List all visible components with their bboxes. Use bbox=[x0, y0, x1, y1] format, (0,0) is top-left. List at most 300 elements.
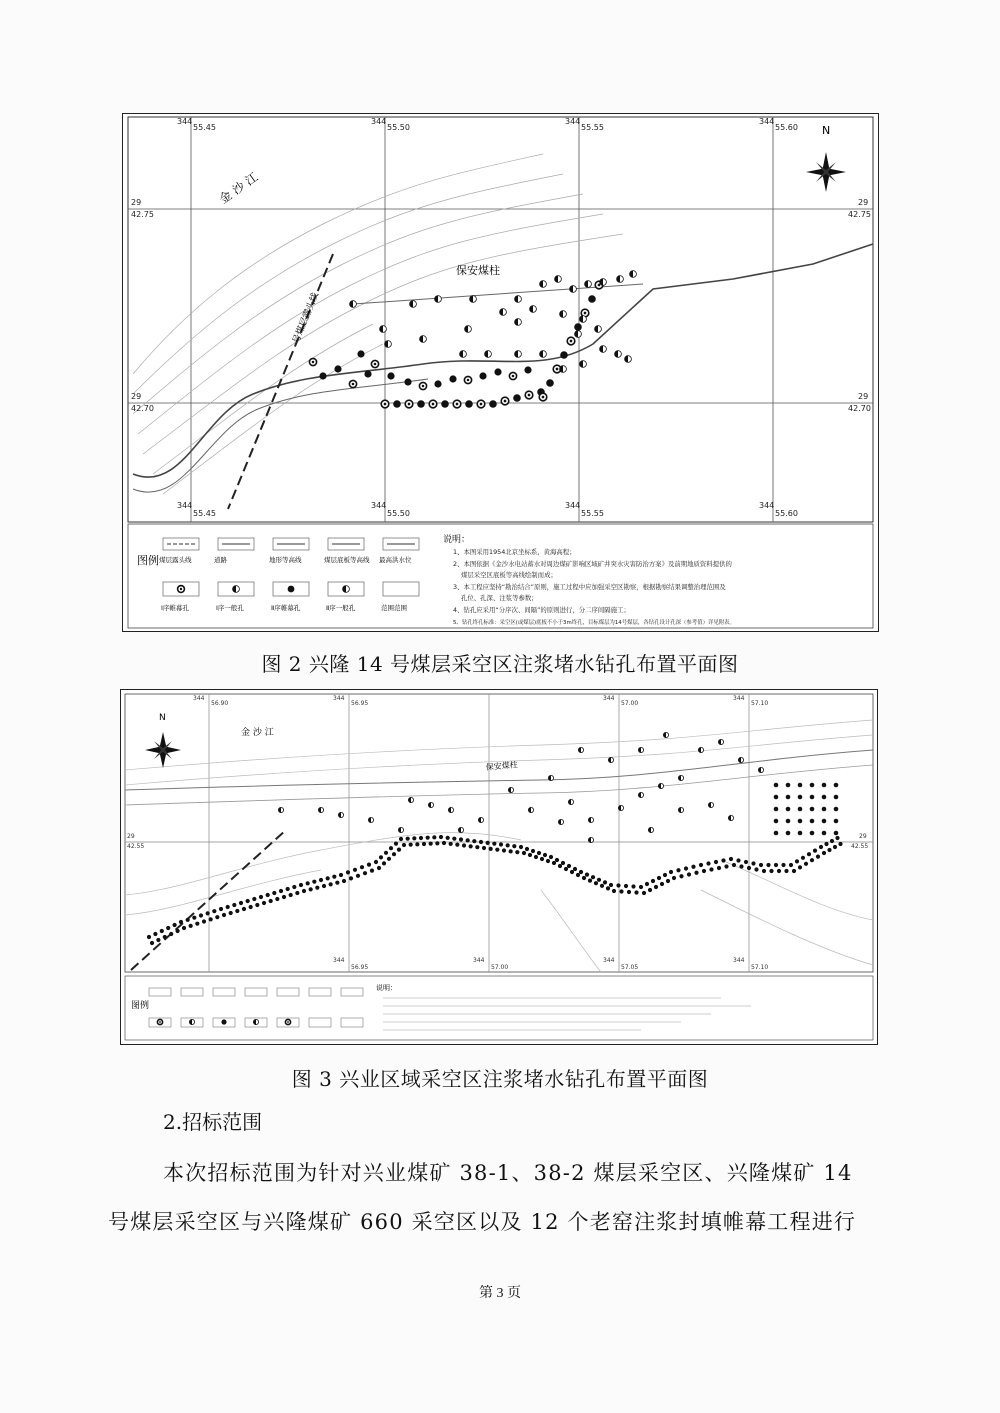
figure-2-map bbox=[122, 113, 879, 632]
note-line: 煤层采空区底板等高线绘制而成； bbox=[461, 571, 557, 579]
borehole-center-icon bbox=[422, 385, 425, 388]
borehole-solid-icon bbox=[546, 859, 550, 863]
borehole-solid-icon bbox=[186, 918, 190, 922]
borehole-solid-icon bbox=[597, 878, 601, 882]
outcrop-label: 号煤层露头线 bbox=[291, 291, 322, 346]
borehole-solid-icon bbox=[329, 882, 333, 886]
borehole-center-icon bbox=[467, 379, 470, 382]
borehole-solid-icon bbox=[807, 852, 811, 856]
borehole-solid-icon bbox=[215, 915, 219, 919]
grid-bottom-label: 55.45 bbox=[193, 509, 216, 518]
borehole-solid-icon bbox=[834, 783, 839, 788]
borehole-solid-icon bbox=[262, 901, 266, 905]
coordinate-grid bbox=[125, 694, 873, 972]
borehole-center-icon bbox=[584, 312, 587, 315]
borehole-solid-icon bbox=[795, 859, 799, 863]
pillar-label: 保安煤柱 bbox=[485, 760, 519, 772]
borehole-solid-icon bbox=[560, 351, 568, 359]
borehole-center-icon bbox=[512, 375, 515, 378]
grid-bottom-label: 344 bbox=[565, 501, 581, 510]
borehole-solid-icon bbox=[252, 897, 256, 901]
borehole-solid-icon bbox=[660, 882, 664, 886]
borehole-solid-icon bbox=[546, 379, 554, 387]
borehole-solid-icon bbox=[827, 848, 831, 852]
borehole-solid-icon bbox=[409, 843, 413, 847]
borehole-center-icon bbox=[504, 400, 507, 403]
note-line: 2、本图依据《金沙水电站蓄水对周边煤矿影响区域矿井突水灾害防治方案》及前期地质资料提供的 bbox=[453, 560, 732, 568]
borehole-solid-icon bbox=[651, 879, 655, 883]
outcrop-line bbox=[131, 830, 286, 970]
borehole-solid-icon bbox=[588, 879, 592, 883]
borehole-solid-icon bbox=[292, 885, 296, 889]
borehole-solid-icon bbox=[282, 895, 286, 899]
grid-right-label: 42.70 bbox=[848, 404, 871, 413]
borehole-solid-icon bbox=[387, 857, 391, 861]
borehole-solid-icon bbox=[582, 876, 586, 880]
borehole-solid-icon bbox=[466, 838, 470, 842]
grid-top-label: 57.00 bbox=[621, 700, 639, 707]
borehole-solid-icon bbox=[176, 929, 180, 933]
river-label: 金 沙 江 bbox=[216, 169, 261, 207]
borehole-solid-icon bbox=[612, 889, 616, 893]
borehole-center-icon bbox=[408, 403, 411, 406]
borehole-solid-icon bbox=[266, 893, 270, 897]
borehole-solid-icon bbox=[346, 870, 350, 874]
borehole-solid-icon bbox=[822, 795, 827, 800]
legend-label: 地形等高线 bbox=[269, 556, 302, 564]
legend-swatch bbox=[309, 1018, 331, 1027]
borehole-solid-icon bbox=[579, 870, 583, 874]
borehole-solid-icon bbox=[222, 913, 226, 917]
contour-lines bbox=[125, 720, 873, 972]
borehole-solid-icon bbox=[810, 858, 814, 862]
borehole-solid-icon bbox=[302, 889, 306, 893]
grid-right-label: 29 bbox=[858, 392, 869, 401]
borehole-solid-icon bbox=[199, 913, 203, 917]
note-line: 4、钻孔应采用“分序次、间隔”的原则进行，分二序间隔施工； bbox=[453, 606, 630, 614]
borehole-solid-icon bbox=[564, 867, 568, 871]
borehole-solid-icon bbox=[691, 865, 695, 869]
grid-bottom-label: 344 bbox=[759, 501, 775, 510]
grid-left-label: 29 bbox=[131, 198, 142, 207]
borehole-solid-icon bbox=[339, 873, 343, 877]
borehole-solid-icon bbox=[528, 853, 532, 857]
borehole-solid-icon bbox=[537, 851, 541, 855]
borehole-solid-icon bbox=[173, 923, 177, 927]
grid-bottom-label: 55.60 bbox=[775, 509, 798, 518]
borehole-solid-icon bbox=[335, 881, 339, 885]
borehole-solid-icon bbox=[834, 819, 839, 824]
borehole-solid-icon bbox=[513, 394, 521, 402]
borehole-center-icon bbox=[432, 403, 435, 406]
borehole-solid-icon bbox=[397, 848, 401, 852]
borehole-solid-icon bbox=[465, 400, 473, 408]
borehole-solid-icon bbox=[221, 1019, 226, 1024]
borehole-solid-icon bbox=[449, 375, 456, 382]
borehole-solid-icon bbox=[459, 837, 463, 841]
borehole-solid-icon bbox=[269, 899, 273, 903]
borehole-solid-icon bbox=[591, 875, 595, 879]
borehole-solid-icon bbox=[506, 843, 510, 847]
borehole-solid-icon bbox=[744, 860, 748, 864]
legend-label: Ⅰ序一般孔 bbox=[216, 604, 244, 612]
borehole-solid-icon bbox=[417, 400, 425, 408]
borehole-solid-icon bbox=[585, 873, 589, 877]
borehole-solid-icon bbox=[379, 855, 383, 859]
borehole-solid-icon bbox=[657, 876, 661, 880]
borehole-solid-icon bbox=[166, 926, 170, 930]
legend-label: 煤层露头线 bbox=[159, 556, 192, 564]
river-bank bbox=[133, 379, 428, 492]
borehole-solid-icon bbox=[189, 924, 193, 928]
borehole-solid-icon bbox=[774, 783, 779, 788]
legend-swatch bbox=[341, 988, 363, 996]
legend-label: 煤层底板等高线 bbox=[324, 556, 370, 564]
borehole-solid-icon bbox=[479, 372, 486, 379]
borehole-solid-icon bbox=[439, 835, 443, 839]
borehole-solid-icon bbox=[687, 872, 691, 876]
borehole-solid-icon bbox=[663, 873, 667, 877]
borehole-solid-icon bbox=[492, 842, 496, 846]
grid-bottom-label: 57.00 bbox=[491, 964, 509, 971]
borehole-solid-icon bbox=[192, 916, 196, 920]
borehole-solid-icon bbox=[153, 932, 157, 936]
borehole-solid-icon bbox=[509, 849, 513, 853]
borehole-solid-icon bbox=[334, 365, 341, 372]
note-line: 5、钻孔终孔标准：采空区(或煤层)底板不小于3m终孔，目标煤层为14号煤层，各钻孔设计孔深（参考值）详见附表。 bbox=[453, 620, 735, 626]
borehole-solid-icon bbox=[306, 881, 310, 885]
borehole-solid-icon bbox=[834, 807, 839, 812]
grid-bottom-label: 57.10 bbox=[751, 964, 769, 971]
borehole-solid-icon bbox=[295, 891, 299, 895]
contour-lines bbox=[133, 154, 623, 494]
borehole-solid-icon bbox=[426, 836, 430, 840]
borehole-solid-icon bbox=[834, 795, 839, 800]
grid-left-label: 42.70 bbox=[131, 404, 154, 413]
borehole-center-icon bbox=[384, 403, 387, 406]
borehole-solid-icon bbox=[822, 831, 827, 836]
borehole-solid-icon bbox=[798, 831, 803, 836]
grid-bottom-label: 344 bbox=[733, 957, 745, 964]
borehole-solid-icon bbox=[822, 851, 826, 855]
grid-bottom-label: 344 bbox=[177, 501, 193, 510]
legend-label: 范围范围 bbox=[381, 604, 407, 612]
borehole-solid-icon bbox=[229, 911, 233, 915]
borehole-solid-icon bbox=[627, 890, 631, 894]
borehole-solid-icon bbox=[412, 836, 416, 840]
grid-bottom-label: 344 bbox=[473, 957, 485, 964]
borehole-solid-icon bbox=[482, 846, 486, 850]
map-frame bbox=[125, 694, 873, 972]
grid-top-label: 344 bbox=[193, 695, 205, 702]
legend-swatch bbox=[383, 582, 419, 596]
borehole-solid-icon bbox=[798, 865, 802, 869]
borehole-solid-icon bbox=[319, 878, 323, 882]
legend-items bbox=[159, 538, 419, 612]
borehole-solid-icon bbox=[384, 851, 388, 855]
grid-top-label: 344 bbox=[733, 695, 745, 702]
borehole-solid-icon bbox=[732, 863, 736, 867]
borehole-solid-icon bbox=[573, 867, 577, 871]
borehole-center-icon bbox=[287, 1021, 289, 1023]
borehole-solid-icon bbox=[781, 863, 785, 867]
paragraph-line: 本次招标范围为针对兴业煤矿 38-1、38-2 煤层采空区、兴隆煤矿 14 bbox=[163, 1161, 853, 1185]
borehole-solid-icon bbox=[561, 861, 565, 865]
borehole-solid-icon bbox=[810, 795, 815, 800]
grid-bottom-label: 344 bbox=[333, 957, 345, 964]
borehole-solid-icon bbox=[816, 855, 820, 859]
borehole-solid-icon bbox=[835, 836, 839, 840]
borehole-solid-icon bbox=[792, 869, 796, 873]
borehole-solid-icon bbox=[822, 819, 827, 824]
north-arrow-icon bbox=[806, 152, 846, 192]
borehole-solid-icon bbox=[326, 876, 330, 880]
borehole-solid-icon bbox=[762, 869, 766, 873]
borehole-center-icon bbox=[312, 361, 315, 364]
borehole-solid-icon bbox=[672, 876, 676, 880]
borehole-solid-icon bbox=[249, 905, 253, 909]
grid-top-label: 55.60 bbox=[775, 123, 798, 132]
borehole-solid-icon bbox=[512, 844, 516, 848]
borehole-solid-icon bbox=[721, 858, 725, 862]
borehole-solid-icon bbox=[786, 831, 791, 836]
note-line: 孔位、孔深、注浆等参数； bbox=[461, 594, 538, 602]
borehole-solid-icon bbox=[434, 380, 441, 387]
borehole-solid-icon bbox=[219, 907, 223, 911]
borehole-solid-icon bbox=[819, 845, 823, 849]
borehole-solid-icon bbox=[706, 861, 710, 865]
borehole-solid-icon bbox=[156, 938, 160, 942]
borehole-solid-icon bbox=[332, 875, 336, 879]
borehole-solid-icon bbox=[259, 895, 263, 899]
legend-swatch bbox=[213, 988, 235, 996]
borehole-solid-icon bbox=[179, 920, 183, 924]
borehole-solid-icon bbox=[600, 884, 604, 888]
borehole-solid-icon bbox=[833, 845, 837, 849]
borehole-solid-icon bbox=[543, 853, 547, 857]
borehole-solid-icon bbox=[399, 837, 403, 841]
borehole-solid-icon bbox=[389, 846, 393, 850]
grid-bottom-label: 344 bbox=[603, 957, 615, 964]
borehole-solid-icon bbox=[432, 835, 436, 839]
borehole-solid-icon bbox=[387, 372, 394, 379]
borehole-solid-icon bbox=[312, 880, 316, 884]
legend-label: 最高洪水位 bbox=[379, 556, 412, 564]
borehole-solid-icon bbox=[363, 871, 367, 875]
borehole-solid-icon bbox=[452, 837, 456, 841]
borehole-solid-icon bbox=[442, 841, 446, 845]
borehole-solid-icon bbox=[594, 881, 598, 885]
page-number: 第 3 页 bbox=[479, 1286, 521, 1301]
borehole-solid-icon bbox=[642, 891, 646, 895]
borehole-solid-icon bbox=[377, 866, 381, 870]
borehole-solid-icon bbox=[288, 586, 295, 593]
road-line bbox=[133, 244, 873, 477]
borehole-solid-icon bbox=[699, 863, 703, 867]
legend-title: 图例 bbox=[137, 554, 159, 567]
borehole-solid-icon bbox=[694, 871, 698, 875]
borehole-solid-icon bbox=[402, 843, 406, 847]
borehole-solid-icon bbox=[739, 864, 743, 868]
note-line: 1、本图采用1954北京坐标系，黄海高程； bbox=[453, 548, 576, 556]
borehole-solid-icon bbox=[838, 842, 842, 846]
borehole-solid-icon bbox=[714, 860, 718, 864]
borehole-solid-icon bbox=[286, 887, 290, 891]
grid-top-label: 344 bbox=[565, 117, 581, 126]
borehole-solid-icon bbox=[202, 919, 206, 923]
grid-top-label: 55.50 bbox=[387, 123, 410, 132]
borehole-solid-icon bbox=[810, 783, 815, 788]
borehole-solid-icon bbox=[195, 922, 199, 926]
borehole-solid-icon bbox=[315, 886, 319, 890]
borehole-solid-icon bbox=[616, 883, 620, 887]
borehole-solid-icon bbox=[360, 865, 364, 869]
grid-top-label: 344 bbox=[603, 695, 615, 702]
borehole-solid-icon bbox=[567, 864, 571, 868]
borehole-solid-icon bbox=[834, 831, 839, 836]
borehole-solid-icon bbox=[540, 857, 544, 861]
river-label: 金 沙 江 bbox=[241, 728, 274, 738]
borehole-solid-icon bbox=[519, 845, 523, 849]
north-arrow-icon bbox=[145, 732, 181, 768]
legend-label: 道路 bbox=[214, 556, 227, 564]
borehole-solid-icon bbox=[801, 856, 805, 860]
borehole-solid-icon bbox=[570, 870, 574, 874]
borehole-solid-icon bbox=[242, 907, 246, 911]
borehole-solid-icon bbox=[810, 807, 815, 812]
note-line: 3、本工程应坚持“勘治结合”原则，施工过程中应加强采空区勘察，根据勘察结果调整治理范围及 bbox=[453, 583, 726, 591]
borehole-solid-icon bbox=[160, 929, 164, 933]
borehole-solid-icon bbox=[392, 852, 396, 856]
legend-swatch bbox=[309, 988, 331, 996]
notes-title: 说明： bbox=[376, 984, 397, 992]
legend-swatch bbox=[341, 1018, 363, 1027]
borehole-solid-icon bbox=[576, 873, 580, 877]
borehole-solid-icon bbox=[558, 864, 562, 868]
borehole-solid-icon bbox=[364, 370, 371, 377]
borehole-solid-icon bbox=[169, 932, 173, 936]
borehole-solid-icon bbox=[524, 366, 531, 373]
borehole-solid-icon bbox=[789, 863, 793, 867]
north-label: N bbox=[822, 124, 831, 137]
grid-bottom-label: 55.50 bbox=[387, 509, 410, 518]
figure-3-map bbox=[120, 689, 878, 1045]
borehole-solid-icon bbox=[555, 858, 559, 862]
borehole-solid-icon bbox=[777, 869, 781, 873]
borehole-solid-icon bbox=[786, 795, 791, 800]
borehole-center-icon bbox=[556, 368, 559, 371]
grid-left-label: 29 bbox=[127, 833, 135, 840]
figure-3-caption: 图 3 兴业区域采空区注浆堵水钻孔布置平面图 bbox=[291, 1067, 709, 1091]
borehole-solid-icon bbox=[822, 783, 827, 788]
borehole-solid-icon bbox=[774, 831, 779, 836]
borehole-solid-icon bbox=[754, 867, 758, 871]
borehole-solid-icon bbox=[489, 400, 497, 408]
borehole-solid-icon bbox=[299, 883, 303, 887]
borehole-solid-icon bbox=[798, 807, 803, 812]
grid-right-label: 29 bbox=[858, 198, 869, 207]
grid-left-label: 29 bbox=[131, 392, 142, 401]
borehole-solid-icon bbox=[150, 941, 154, 945]
borehole-solid-icon bbox=[747, 866, 751, 870]
borehole-solid-icon bbox=[349, 876, 353, 880]
borehole-center-icon bbox=[528, 394, 531, 397]
borehole-solid-icon bbox=[415, 842, 419, 846]
borehole-solid-icon bbox=[495, 848, 499, 852]
borehole-solid-icon bbox=[446, 836, 450, 840]
borehole-solid-icon bbox=[724, 864, 728, 868]
borehole-center-icon bbox=[180, 588, 182, 590]
borehole-solid-icon bbox=[766, 863, 770, 867]
borehole-solid-icon bbox=[246, 899, 250, 903]
legend-label: Ⅱ序帷幕孔 bbox=[271, 604, 301, 612]
borehole-solid-icon bbox=[588, 295, 596, 303]
borehole-center-icon bbox=[374, 363, 377, 366]
borehole-solid-icon bbox=[648, 888, 652, 892]
illegible-note-lines bbox=[383, 998, 751, 1030]
legend-swatch bbox=[181, 988, 203, 996]
borehole-solid-icon bbox=[669, 870, 673, 874]
borehole-solid-icon bbox=[606, 886, 610, 890]
borehole-solid-icon bbox=[824, 842, 828, 846]
borehole-solid-icon bbox=[212, 909, 216, 913]
borehole-solid-icon bbox=[774, 819, 779, 824]
borehole-solid-icon bbox=[798, 795, 803, 800]
borehole-center-icon bbox=[480, 403, 483, 406]
grid-top-label: 55.45 bbox=[193, 123, 216, 132]
borehole-solid-icon bbox=[494, 368, 501, 375]
borehole-solid-icon bbox=[289, 893, 293, 897]
borehole-solid-icon bbox=[232, 903, 236, 907]
borehole-solid-icon bbox=[209, 917, 213, 921]
legend-label: Ⅰ序帷幕孔 bbox=[161, 604, 189, 612]
borehole-solid-icon bbox=[769, 869, 773, 873]
borehole-solid-icon bbox=[784, 869, 788, 873]
borehole-solid-icon bbox=[489, 847, 493, 851]
borehole-solid-icon bbox=[798, 819, 803, 824]
borehole-solid-icon bbox=[472, 839, 476, 843]
borehole-solid-icon bbox=[574, 323, 582, 331]
borehole-solid-icon bbox=[813, 849, 817, 853]
borehole-center-icon bbox=[570, 340, 573, 343]
borehole-solid-icon bbox=[449, 842, 453, 846]
borehole-solid-icon bbox=[679, 874, 683, 878]
borehole-center-icon bbox=[352, 383, 355, 386]
legend-label: Ⅱ序一般孔 bbox=[326, 604, 356, 612]
borehole-solid-icon bbox=[393, 400, 401, 408]
borehole-solid-icon bbox=[717, 866, 721, 870]
borehole-solid-icon bbox=[804, 862, 808, 866]
borehole-solid-icon bbox=[239, 901, 243, 905]
borehole-solid-icon bbox=[353, 868, 357, 872]
grid-top-label: 344 bbox=[333, 695, 345, 702]
borehole-solid-icon bbox=[609, 883, 613, 887]
legend-frame bbox=[125, 976, 873, 1040]
legend-swatch bbox=[149, 988, 171, 996]
borehole-solid-icon bbox=[654, 885, 658, 889]
grid-top-label: 57.10 bbox=[751, 700, 769, 707]
section-heading: 2.招标范围 bbox=[163, 1110, 263, 1134]
borehole-solid-icon bbox=[275, 897, 279, 901]
figure-2-caption: 图 2 兴隆 14 号煤层采空区注浆堵水钻孔布置平面图 bbox=[261, 652, 739, 676]
borehole-solid-icon bbox=[830, 839, 834, 843]
grid-top-label: 344 bbox=[759, 117, 775, 126]
borehole-solid-icon bbox=[309, 887, 313, 891]
borehole-solid-icon bbox=[639, 885, 643, 889]
borehole-solid-icon bbox=[810, 819, 815, 824]
borehole-solid-icon bbox=[631, 884, 635, 888]
borehole-solid-icon bbox=[182, 926, 186, 930]
